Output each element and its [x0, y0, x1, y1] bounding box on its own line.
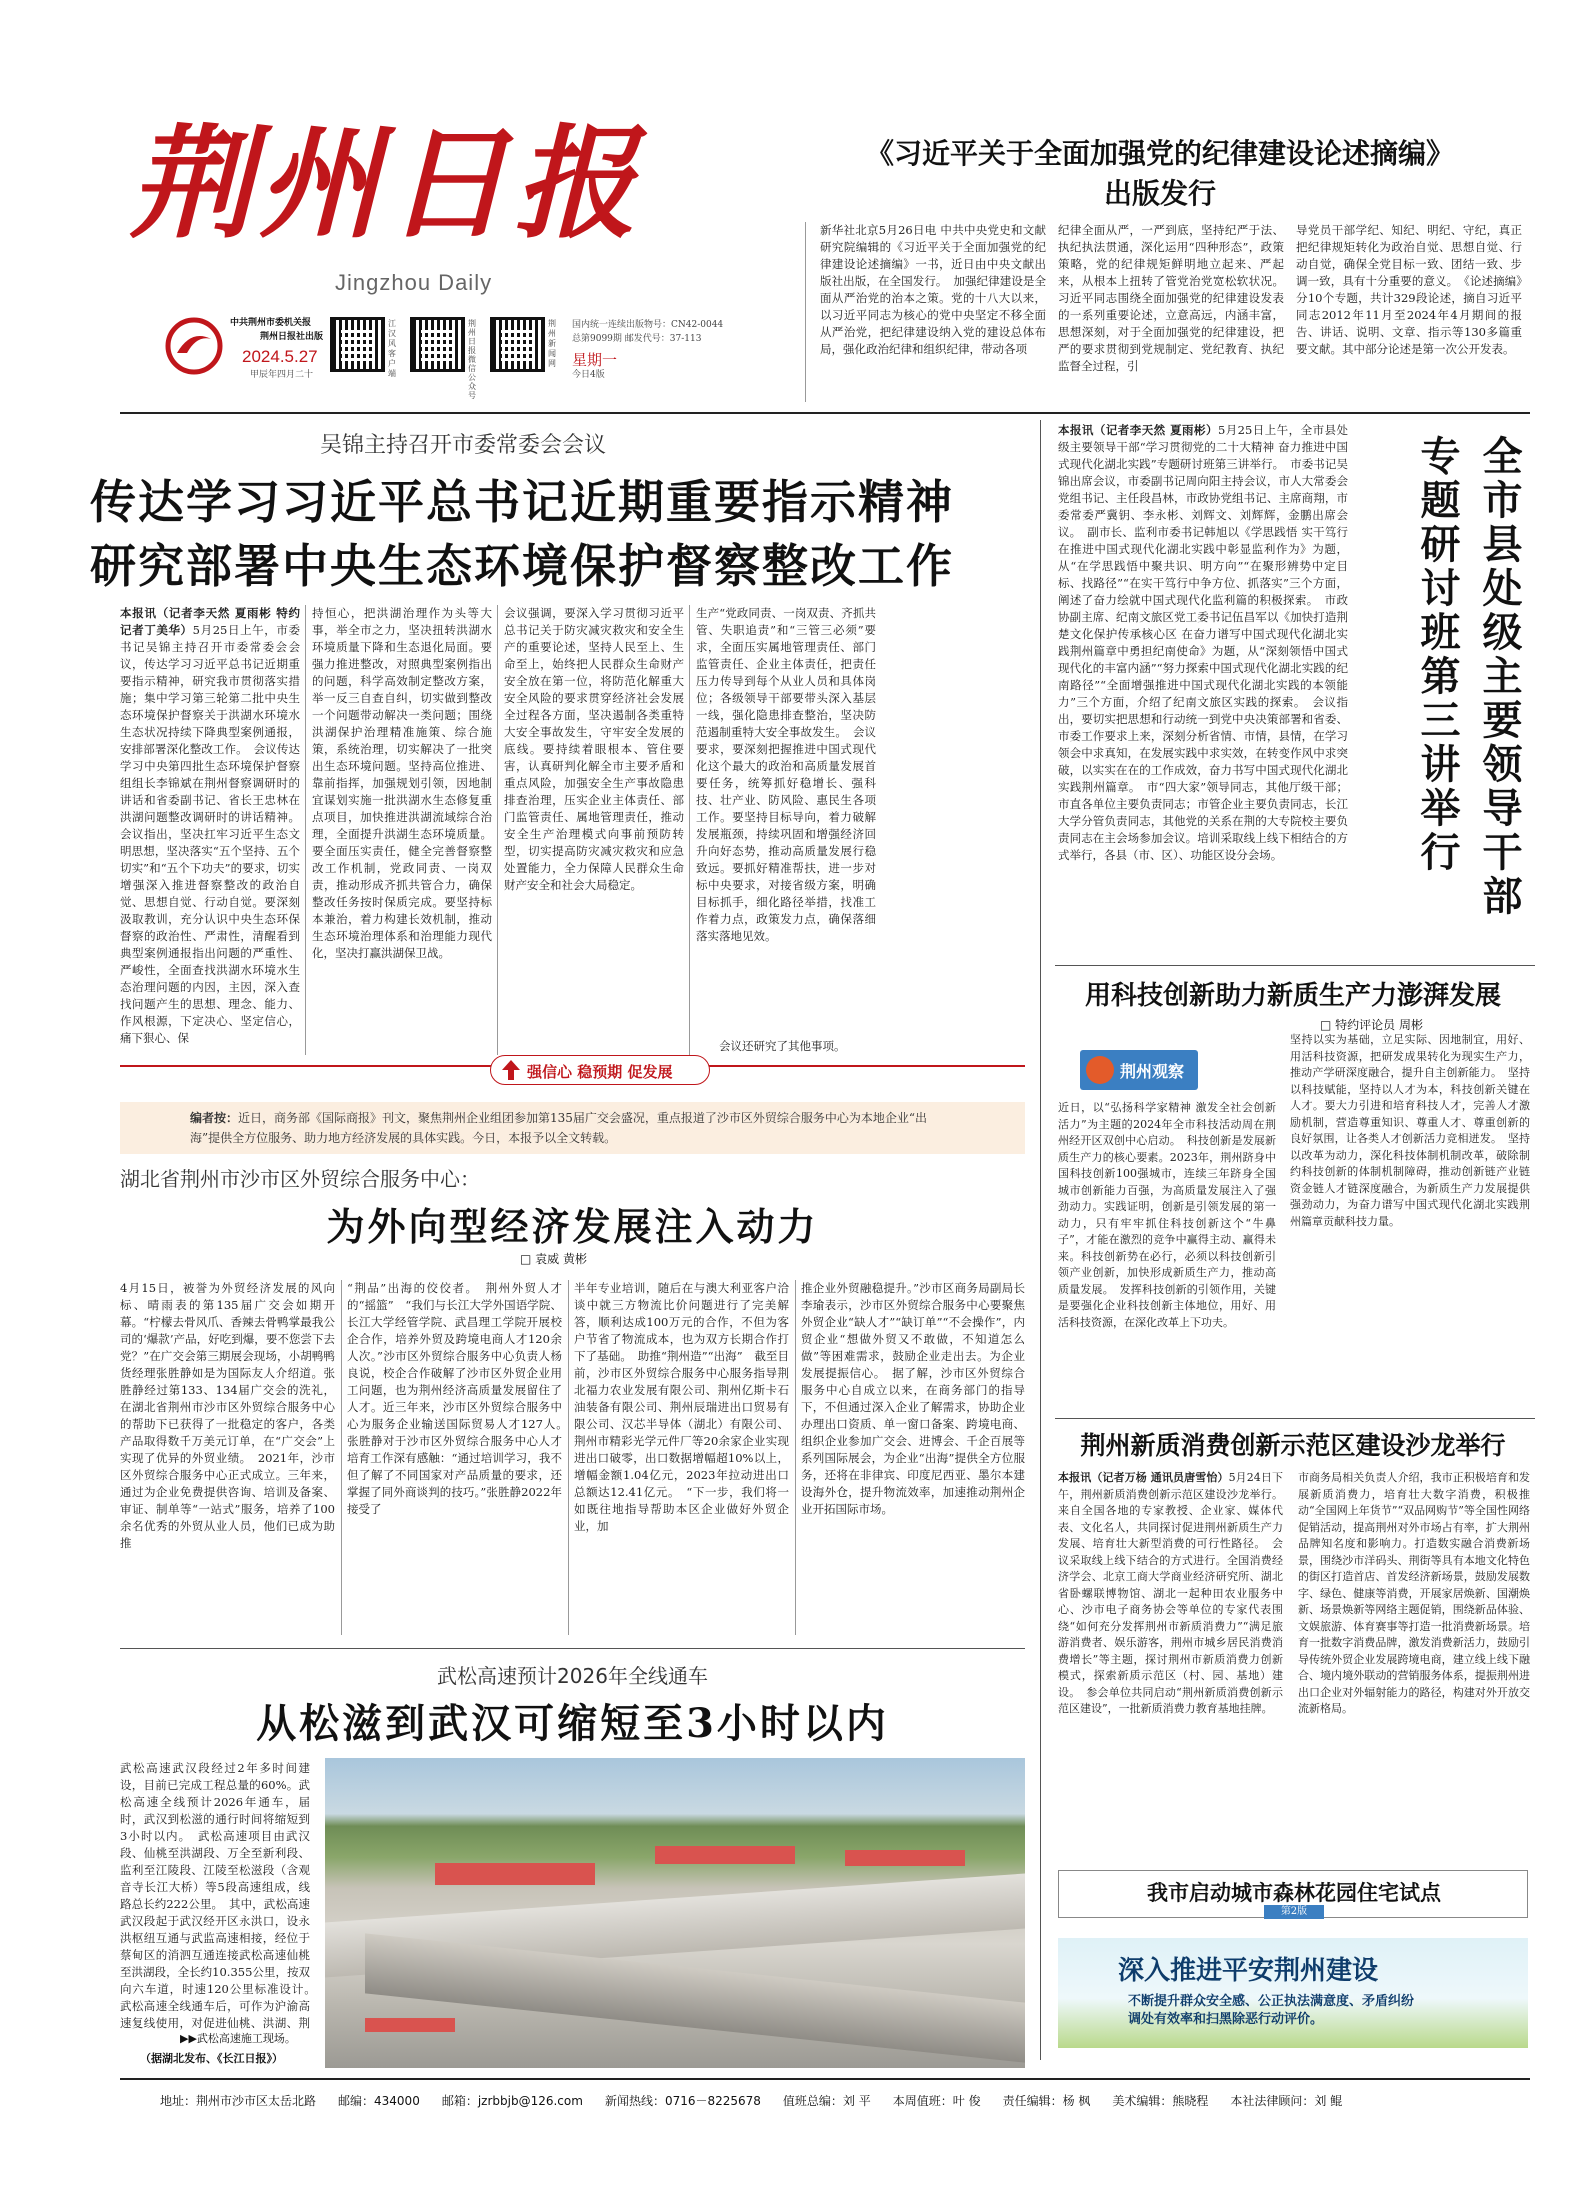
commentary-title[interactable]: 用科技创新助力新质生产力澎湃发展	[1084, 981, 1501, 1011]
column-divider	[795, 1280, 796, 1635]
footer-week-duty: 本周值班：叶 俊	[892, 2094, 981, 2108]
promo-page-badge: 第2版	[1264, 1905, 1324, 1919]
promo-safe-subtitle2: 调处有效率和扫黑除恶行动评价。	[1128, 2012, 1324, 2027]
lead-article-title-line1[interactable]: 传达学习习近平总书记近期重要指示精神	[90, 475, 954, 529]
commentary-author: □ 特约评论员 周彬	[1320, 1018, 1423, 1032]
seminar-article-text: 5月25日上午，全市县处级主要领导干部“学习贯彻党的二十大精神 奋力推进中国式现代化湖北实践”专题研讨班第三讲举行。 市委书记吴锦出席会议，市委副书记周向阳主持会议，市人大常委会党组书记、主任段昌林，市政协党组书记、主席商翔，市委常委严冀钥、李永彬、刘辉文、刘辉辉，金鹏出席会议。 副市长、监利市委书记韩旭以《学思践悟 实干笃行 在推进中国式现代化湖北实践中彰显监利作为》为题，从“在学思践悟中聚共识、明方向”“在聚形辨势中定目标、找路径”“在实干笃行中争方位、抓落实”三个方面，阐述了奋力绘就中国式现代化监利篇的积极探索。 市政协副主席、纪南文旅区党工委书记伍昌军以《加快打造荆楚文化保护传承核心区 在奋力谱写中国式现代化湖北实践荆州篇章中勇担纪南使命》为题，从“深刻领悟中国式现代化的丰富内涵”“努力探索中国式现代化湖北实践的纪南路径”“全面增强推进中国式现代化湖北实践的本领能力”三个方面，介绍了纪南文旅区实践的探索。 会议指出，要切实把思想和行动统一到党中央决策部署和省委、市委工作要求上来，深刻分析省情、市情，县情，在学习领会中求真知，在发展实践中求实效，在转变作风中求突破，以实实在在的工作成效，奋力书写中国式现代化湖北实践荆州篇章。 市“四大家”领导同志，其他厅级干部；市直各单位主要负责同志；市管企业主要负责同志，长江大学分管负责同志，其他党的关系在荆的大专院校主要负责同志在主会场参加会议。培训采取线上线下相结合的方式举行，各县（市、区）、功能区设分会场。	[1058, 423, 1348, 862]
column-divider	[805, 222, 806, 402]
seminar-article-body	[1058, 422, 1348, 962]
issn-number: 国内统一连续出版物号：CN42-0044	[572, 320, 724, 330]
footer-divider	[120, 2078, 1530, 2080]
top-article-title-line1[interactable]: 《习近平关于全面加强党的纪律建设论述摘编》	[865, 137, 1454, 170]
trade-article-title[interactable]: 为外向型经济发展注入动力	[326, 1204, 819, 1249]
footer-address: 地址：荆州市沙市区太岳北路	[160, 2094, 317, 2108]
masthead-logo: 荆州日报	[130, 111, 642, 255]
footer-editor: 责任编辑：杨 枫	[1002, 2094, 1091, 2108]
top-article-col1: 新华社北京5月26日电 中共中央党史和文献研究院编辑的《习近平关于全面加强党的纪律建设论述摘编》一书，近日由中央文献出版社出版，在全国发行。 加强纪律建设是全面从严治党的治本之策。党的十八大以来，以习近平同志为核心的党中央坚定不移全面从严治党，把纪律建设纳入党的建设总体布局，强化政治纪律和组织纪律，带动各项	[820, 223, 1046, 356]
column-divider	[341, 1280, 342, 1635]
commentary-col2: 坚持以实为基础，立足实际、因地制宜，用好、用活科技资源，把研发成果转化为现实生产力，推动产学研深度融合，提升自主创新能力。 坚持以科技赋能，坚持以人才为本，科技创新关键在人才。要大力引进和培育科技人才，完善人才激励机制，营造尊重知识、尊重人才、尊重创新的良好氛围，让各类人才创新活力竞相迸发。 坚持以改革为动力，深化科技体制机制改革，破除制约科技创新的体制机制障碍，推动创新链产业链资金链人才链深度融合，为新质生产力发展提供强劲动力，为奋力谱写中国式现代化湖北实践荆州篇章贡献科技力量。	[1290, 1033, 1530, 1228]
photo-caption: ▶▶武松高速施工现场。	[180, 2032, 296, 2045]
lead-article-col1	[120, 605, 300, 1055]
issue-date: 2024.5.27	[242, 347, 318, 366]
issue-serial: 总第9099期 邮发代号：37-113	[572, 334, 702, 344]
qr-code-app[interactable]	[330, 317, 385, 372]
footer-bar	[160, 2092, 1530, 2109]
publisher-line2: 荆州日报社出版	[260, 332, 324, 342]
section-divider	[1055, 965, 1535, 966]
lead-article-col3: 会议强调，要深入学习贯彻习近平总书记关于防灾减灾救灾和安全生产的重要论述，坚持人民至上、生命至上，始终把人民群众生命财产安全放在第一位，将防范化解重大安全风险的要求贯穿经济社会发展全过程各方面，坚决遏制各类重特大安全事故发生，守牢安全发展的底线。要持续着眼根本、管住要害，认真研判化解全市主要矛盾和重点风险，加强安全生产事故隐患排查治理，压实企业主体责任、部门监管责任、属地管理责任，推动安全生产治理模式向事前预防转型，切实提高防灾减灾救灾和应急处置能力，全力保障人民群众生命财产安全和社会大局稳定。	[504, 606, 684, 892]
section-banner	[490, 1055, 710, 1085]
footer-chief-editor: 值班总编：刘 平	[782, 2094, 871, 2108]
column-badge	[1080, 1050, 1198, 1090]
main-right-divider	[1040, 420, 1041, 2060]
column-badge-icon	[1086, 1056, 1114, 1084]
consumer-article-byline: 本报讯（记者万杨 通讯员唐雪怡）	[1058, 1471, 1229, 1484]
newspaper-emblem-icon	[165, 317, 223, 375]
column-divider	[689, 605, 690, 1055]
lunar-date: 甲辰年四月二十	[250, 370, 314, 380]
rail-article-text: 武松高速武汉段经过2年多时间建设，目前已完成工程总量的60%。武松高速全线预计2026年通车，届时，武汉到松滋的通行时间将缩短到3小时以内。 武松高速项目由武汉段、仙桃至洪湖段、万全至新利段、监利至江陵段、江陵至松滋段（含观音寺长江大桥）等5段高速组成，线路总长约222公里。 其中，武松高速武汉段起于武汉经开区永洪口，设永洪枢纽互通与武监高速相接，经位于蔡甸区的消泗互通连接武松高速仙桃至洪湖段，全长约10.355公里，按双向六车道，时速120公里标准设计。 武松高速全线通车后，可作为沪渝高速复线使用，对促进仙桃、洪湖、荆	[120, 1761, 310, 2030]
trade-article-kicker: 湖北省荆州市沙市区外贸综合服务中心：	[120, 1167, 480, 1191]
top-article-col3: 导党员干部学纪、知纪、明纪、守纪，真正把纪律规矩转化为政治自觉、思想自觉、行动自觉，确保全党目标一致、团结一致、步调一致，具有十分重要的意义。 《论述摘编》分10个专题，共计329段论述，摘自习近平同志2012年11月至2024年4月期间的报告、讲话、说明、文章、指示等130多篇重要文献。其中部分论述是第一次公开发表。	[1296, 223, 1522, 356]
promo-safe-title: 深入推进平安荆州建设	[1118, 1956, 1379, 1986]
section-divider	[120, 1648, 1025, 1649]
consumer-article-col2: 市商务局相关负责人介绍，我市正积极培育和发展新质消费力，培育壮大数字消费，积极推动“全国网上年货节”“双品网购节”等全国性网络促销活动，提高荆州对外市场占有率，扩大荆州品牌知名度和影响力。打造数实融合消费新场景，围绕沙市洋码头、荆街等具有本地文化特色的街区打造首店、首发经济新场景，鼓励发展数字、绿色、健康等消费，开展家居焕新、国潮焕新、场景焕新等网络主题促销，围绕新品体验、文娱旅游、体育赛事等打造一批消费新场景。培育一批数字消费品牌，激发消费新活力，鼓励引导传统外贸企业发展跨境电商，建立线上线下融合、境内境外联动的营销服务体系，提振荆州进出口企业对外辐射能力的路径，构建对外开放交流新格局。	[1298, 1471, 1530, 1715]
page-count: 今日4版	[572, 370, 605, 380]
lead-article-byline: 本报讯（记者李天然 夏雨彬 特约记者丁美华）	[120, 606, 300, 637]
trade-article-col1: 4月15日，被誉为外贸经济发展的风向标、晴雨表的第135届广交会如期开幕。“柠檬去骨风爪、香辣去骨鸭掌最我公司的‘爆款’产品，好吃到爆，要不您尝下去党？”在广交会第三期展会现场，小胡鸭鸭货经理张胜静如是为国际友人介绍道。张胜静经过第133、134届广交会的洗礼，在湖北省荆州市沙市区外贸综合服务中心的帮助下已获得了一批稳定的客户，各类产品取得数千万美元订单，在“广交会”上实现了优异的外贸业绩。 2021年，沙市区外贸综合服务中心正式成立。三年来，通过为企业免费提供咨询、培训及备案、审证、制单等“一站式”服务，培养了100余名优秀的外贸从业人员，他们已成为助推	[120, 1281, 335, 1550]
lead-article-col2: 持恒心，把洪湖治理作为头等大事，举全市之力，坚决扭转洪湖水环境质量下降和生态退化局面。要强力推进整改，对照典型案例指出的问题，科学高效制定整改方案，举一反三自查自纠，切实做到整改一个问题带动解决一类问题；围绕洪湖保护治理精准施策、综合施策，系统治理，切实解决了一批突出生态环境问题。坚持高位推进、靠前指挥，加强规划引领，因地制宜谋划实施一批洪湖水生态修复重点项目，加快推进洪湖流域综合治理，全面提升洪湖生态环境质量。要全面压实责任，健全完善督察整改工作机制，党政同责、一岗双责，推动形成齐抓共管合力，确保整改任务按时保质完成。要坚持标本兼治，着力构建长效机制，推动生态环境治理体系和治理能力现代化，坚决打赢洪湖保卫战。	[312, 606, 492, 960]
rail-article-source: （据湖北发布、《长江日报》）	[140, 2052, 283, 2065]
lead-article-kicker: 吴锦主持召开市委常委会会议	[320, 433, 607, 458]
column-badge-label: 荆州观察	[1120, 1062, 1185, 1081]
promo-forest-garden-title: 我市启动城市森林花园住宅试点	[1147, 1880, 1441, 1905]
lead-article-col1-text: 5月25日上午，市委书记吴锦主持召开市委常委会会议，传达学习习近平总书记近期重要指示精神，研究我市贯彻落实措施；集中学习第三轮第二批中央生态环境保护督察关于洪湖水环境水生态状况持续下降典型案例通报，安排部署深化整改工作。 会议传达学习中央第四批生态环境保护督察组组长李锦斌在荆州督察调研时的讲话和省委副书记、省长王忠林在洪湖问题整改调研时的讲话精神。会议指出，坚决扛牢习近平生态文明思想，坚决落实“五个坚持、五个切实”和“五个下功夫”的要求，切实增强深入推进督察整改的政治自觉、思想自觉、行动自觉。要深刻汲取教训，充分认识中央生态环保督察的政治性、严肃性，清醒看到典型案例通报指出问题的严重性、严峻性，全面查找洪湖水环境水生态治理问题的内因，主因，深入查找问题产生的思想、理念、能力、作风根源，下定决心、坚定信心，痛下狠心、保	[120, 623, 300, 1045]
promo-forest-garden[interactable]	[1058, 1870, 1528, 1918]
weekday: 星期一	[572, 352, 618, 369]
editor-note-label: 编者按：	[190, 1111, 239, 1125]
qr-label-wechat: 荆州日报微信公众号	[468, 319, 476, 400]
footer-legal: 本社法律顾问：刘 鲲	[1230, 2094, 1343, 2108]
trade-article-col2: “荆品”出海的佼佼者。 荆州外贸人才的“摇篮” “我们与长江大学外国语学院、长江大学经管学院、武昌理工学院开展校企合作，培养外贸及跨境电商人才120余人次。”沙市区外贸综合服务中心负责人杨良说，校企合作破解了沙市区外贸企业用工问题，也为荆州经济高质量发展留住了人才。近三年来，沙市区外贸综合服务中心为服务企业输送国际贸易人才127人。 张胜静对于沙市区外贸综合服务中心人才培育工作深有感触：“通过培训学习，我不但了解了不同国家对产品质量的要求，还掌握了同外商谈判的技巧。”张胜静2022年接受了	[347, 1281, 562, 1516]
rail-article-kicker: 武松高速预计2026年全线通车	[437, 1664, 708, 1688]
promo-safe-subtitle1: 不断提升群众安全感、公正执法满意度、矛盾纠纷	[1128, 1994, 1415, 2009]
qr-label-web: 荆州新闻网	[548, 319, 556, 368]
footer-hotline: 新闻热线：0716－8225678	[604, 2094, 761, 2108]
consumer-article-col1	[1058, 1470, 1283, 1860]
footer-art-editor: 美术编辑：熊晓程	[1112, 2094, 1209, 2108]
consumer-article-col1-text: 5月24日下午，荆州新质消费创新示范区建设沙龙举行。来自全国各地的专家教授、企业家、媒体代表、文化名人，共同探讨促进荆州新质生产力发展、培育壮大新型消费的可行性路径。 会议采取线上线下结合的方式进行。全国消费经济学会、北京工商大学商业经济研究所、湖北省卧螺联博物馆、湖北一起种田农业服务中心、沙市电子商务协会等单位的专家代表围绕“如何充分发挥荆州市新质消费力”“满足旅游消费者、娱乐游客，荆州市城乡居民消费消费增长”等主题，探讨荆州市新质消费力创新模式，探索新质示范区（村、园、基地）建设。 参会单位共同启动“荆州新质消费创新示范区建设”，一批新质消费力教育基地挂牌。	[1058, 1471, 1283, 1715]
masthead-english-name: Jingzhou Daily	[335, 270, 493, 295]
top-article-col2: 纪律全面从严，一严到底，坚持纪严于法、执纪执法贯通，深化运用“四种形态”，政策策略，党的纪律规矩鲜明地立起来、严起来，从根本上扭转了管党治党宽松软状况。习近平同志围绕全面加强党的纪律建设发表的一系列重要论述，立意高远，内涵丰富，思想深刻，对于全面加强党的纪律建设，把严的要求贯彻到党规制定、党纪教育、执纪监督全过程，引	[1058, 223, 1284, 373]
rail-article-title[interactable]: 从松滋到武汉可缩短至3小时以内	[256, 1700, 889, 1747]
qr-code-wechat[interactable]	[410, 317, 465, 372]
masthead-divider	[120, 412, 1530, 414]
footer-email[interactable]: 邮箱：jzrbbjb@126.com	[441, 2094, 583, 2108]
highway-construction-photo	[325, 1758, 1025, 2068]
top-article-title-line2[interactable]: 出版发行	[1103, 177, 1216, 210]
trade-article-col4: 推企业外贸融稳提升。”沙市区商务局副局长李瑜表示，沙市区外贸综合服务中心要聚焦外贸企业“缺人才”“缺订单”“不会操作”，内贸企业“想做外贸又不敢做，不知道怎么做”等困难需求，鼓励企业走出去。为企业发展提振信心。 据了解，沙市区外贸综合服务中心自成立以来，在商务部门的指导下，不但通过深入企业了解需求，协助企业办理出口资质、单一窗口备案、跨境电商、组织企业参加广交会、进博会、千企百展等系列国际展会，为企业“出海”提供全方位服务，还将在非律宾、印度尼西亚、墨尔本建设海外仓，提升物流效率，加速推动荆州企业开拓国际市场。	[801, 1281, 1025, 1516]
column-divider	[305, 605, 306, 1055]
section-banner-label: 强信心 稳预期 促发展	[527, 1063, 673, 1081]
trade-article-byline: □ 袁威 黄彬	[520, 1252, 587, 1266]
qr-label-app: 江汉风客户端	[388, 319, 396, 378]
column-divider	[568, 1280, 569, 1635]
seminar-article-title[interactable]: 全市县处级主要领导干部专题研讨班第三讲举行	[1414, 435, 1522, 919]
promo-safe-jingzhou[interactable]	[1058, 1938, 1528, 2048]
editor-note-text: 近日，商务部《国际商报》刊文，聚焦荆州企业组团参加第135届广交会盛况，重点报道了沙市区外贸综合服务中心为本地企业“出海”提供全方位服务、助力地方经济发展的具体实践。今日，本报予以全文转载。	[190, 1111, 928, 1145]
footer-zip: 邮编：434000	[338, 2094, 420, 2108]
arrow-up-icon	[501, 1059, 521, 1081]
qr-code-web[interactable]	[490, 317, 545, 372]
commentary-col1: 近日，以“弘扬科学家精神 激发全社会创新活力”为主题的2024年全市科技活动周在荆州经开区双创中心启动。 科技创新是发展新质生产力的核心要素。2023年，荆州跻身中国科技创新100强城市，连续三年跻身全国城市创新能力百强，为高质量发展注入了强劲动力。实践证明，创新是引领发展的第一动力，只有牢牢抓住科技创新这个“牛鼻子”，才能在激烈的竞争中赢得主动、赢得未来。科技创新势在必行，必须以科技创新引领产业创新，加快形成新质生产力，推动高质量发展。 发挥科技创新的引领作用，关键是要强化企业科技创新主体地位，用好、用活科技资源，在深化改革上下功夫。	[1058, 1101, 1276, 1329]
column-divider	[497, 605, 498, 1055]
consumer-article-title[interactable]: 荆州新质消费创新示范区建设沙龙举行	[1080, 1431, 1506, 1460]
trade-article-col3: 半年专业培训，随后在与澳大利亚客户洽谈中就三方物流比价问题进行了完美解答，顺利达成100万元的合作，不但为客户节省了物流成本，也为双方长期合作打下了基础。 助推“荆州造”“出海” 截至目前，沙市区外贸综合服务中心服务指导荆北福力农业发展有限公司、荆州亿斯卡石油装备有限公司、荆州辰瑞进出口贸易有限公司、汉芯半导体（湖北）有限公司、荆州市精彩光学元件厂等20余家企业实现进出口破零，出口数据增幅超10%以上，增幅金额1.04亿元，2023年拉动进出口总额达12.41亿元。 “下一步，我们将一如既往地指导帮助本区企业做好外贸企业，加	[574, 1281, 789, 1533]
lead-article-title-line2[interactable]: 研究部署中央生态环境保护督察整改工作	[90, 539, 954, 593]
publisher-line1: 中共荆州市委机关报	[230, 318, 312, 328]
section-divider	[1055, 1418, 1535, 1419]
lead-article-closing: 会议还研究了其他事项。	[719, 1039, 846, 1053]
lead-article-col4: 生产“党政同责、一岗双责、齐抓共管、失职追责”和“三管三必须”要求，全面压实属地管理责任、部门监管责任、企业主体责任，把责任压力传导到每个从业人员和具体岗位；各级领导干部要带头深入基层一线，强化隐患排查整治，坚决防范遏制重特大安全事故发生。 会议要求，要深刻把握推进中国式现代化这个最大的政治和高质量发展首要任务，统筹抓好稳增长、强科技、壮产业、防风险、惠民生各项工作。要坚持目标导向，着力破解发展瓶颈，持续巩固和增强经济回升向好态势，推动高质量发展行稳致远。要抓好精准帮扶，进一步对标中央要求，对接省级方案，明确目标抓手，细化路径举措，找准工作着力点，政策发力点，确保落细落实落地见效。	[696, 606, 876, 943]
editor-note-box	[120, 1102, 1025, 1154]
seminar-article-byline: 本报讯（记者李天然 夏雨彬）	[1058, 423, 1218, 437]
